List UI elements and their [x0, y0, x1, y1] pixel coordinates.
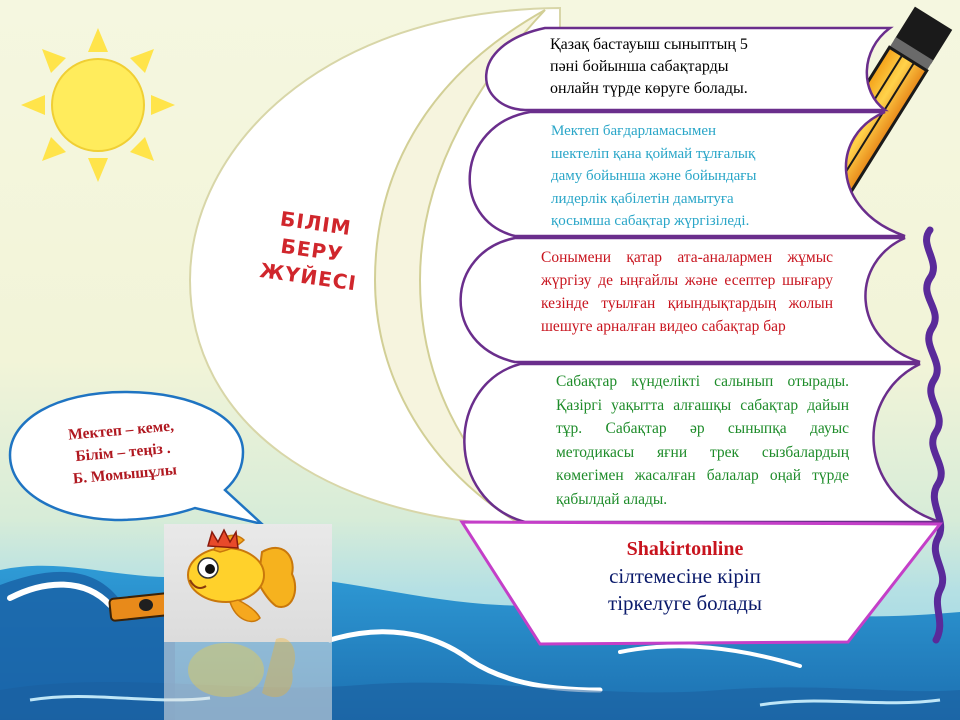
info-line: шектеліп қана қоймай тұлғалық — [551, 145, 756, 162]
title-line-3: ЖҮЙЕСІ — [258, 258, 359, 296]
cta-line-2: тіркелуге болады — [608, 591, 762, 615]
info-block-4-text: Сабақтар күнделікті салынып отырады. Қазіргі уақытта алғашқы сабақтар дайын тұр. Сабақтар әр сыныпқа дауыс методикасы яғни трек сызбалардың көмегімен жасалған балалар оңай түрде қабылдай алады. — [556, 373, 849, 508]
info-block-2-text — [551, 120, 821, 233]
fish-icon — [164, 524, 332, 720]
info-block-3-text: Сонымени қатар ата-аналармен жұмыс жүргізу де ыңғайлы және есептер шығару кезінде туылған қиындықтардың жолын шешуге арналған видео сабақтар бар — [541, 249, 833, 335]
quote-line-1: Мектеп – кеме, — [67, 417, 175, 444]
title-line-1: БІЛІМ — [278, 206, 353, 241]
site-name: Shakirtonline — [626, 538, 744, 560]
sun-icon — [21, 28, 175, 182]
registration-callout — [560, 536, 810, 617]
slide-title — [247, 202, 377, 299]
quote-line-2: Білім – теңіз . — [74, 439, 172, 466]
info-line: лидерлік қабілетін дамытуға — [551, 190, 734, 207]
cta-line-1: сілтемесіне кіріп — [609, 564, 761, 588]
info-line: пәні бойынша сабақтарды — [550, 58, 729, 75]
info-line: онлайн түрде көруге болады. — [550, 80, 748, 97]
title-line-2: БЕРУ — [279, 233, 345, 267]
info-line: қосымша сабақтар жүргізіледі. — [551, 213, 750, 229]
info-line: Қазақ бастауыш сыныптың 5 — [550, 36, 748, 53]
info-block-1-text — [550, 34, 800, 100]
info-line: Мектеп бағдарламасымен — [551, 123, 717, 139]
info-line: даму бойынша және бойындағы — [551, 168, 757, 184]
quote-author: Б. Момышұлы — [72, 461, 178, 488]
